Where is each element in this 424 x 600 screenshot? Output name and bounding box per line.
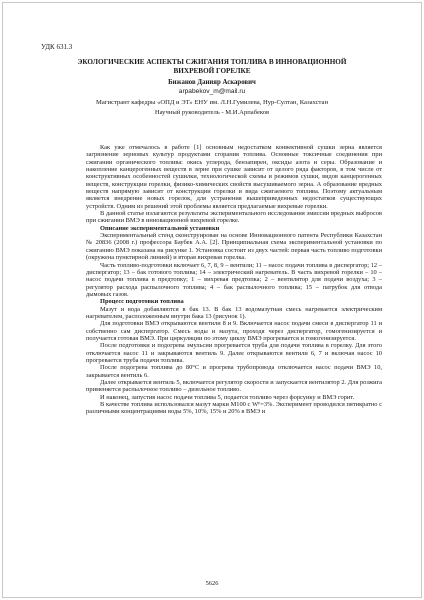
- article-body: [86, 144, 382, 416]
- title-line-1: ЭКОЛОГИЧЕСКИЕ АСПЕКТЫ СЖИГАНИЯ ТОПЛИВА В ИННОВАЦИОННОЙ: [77, 58, 347, 66]
- paragraph: После подогрева топлива до 80°С и прогрева трубопровода отключается насос подачи ВМЭ 10, закрывается вентиль 6.: [86, 364, 382, 379]
- article-title: [36, 58, 388, 76]
- section-heading: Описание экспериментальной установки: [100, 224, 220, 232]
- author-email: arpabekov_m@mail.ru: [178, 88, 246, 95]
- paragraph: Часть топливо-подготовки включает 6, 7, 8, 9 – вентили; 11 – насос подачи топлива в диспергатор; 12 – диспергатор; 13 – бак готового топлива; 14 – электрический нагреватель. В часть вихревой горелки – 10 – насос подачи топлива в предтопку; 1 – вихревая предтопка; 2 – вентилятор для подачи воздуха; 3 – регулятор расхода распылочного топлива; 4 – бак распылочного топлива; 15 – патрубок для отвода дымовых газов.: [86, 261, 382, 298]
- paragraph: И наконец, запустив насос подачи топлива 5, подается топливо через форсунку и ВМЭ горит.: [100, 393, 355, 401]
- paragraph: Мазут и вода добавляются в бак 13. В бак 13 водомазутная смесь нагревается электрическим нагревателем, расположенным внутри бака 13 (рисунок 1).: [86, 305, 382, 320]
- paragraph: Экспериментальный стенд сконструирован на основе Инновационного патента Республики Казахстан № 20836 (2008 г.) профессора Баубек А.А. [2]. Принципиальная схема экспериментальной установки по сжиганию ВМЭ показана на рисунке 1. Установка состоит из двух частей: первая часть топливо подготовки (окружена пунктирной линией) и вторая вихревая горелка.: [86, 232, 382, 262]
- affiliation: [20, 98, 404, 118]
- paragraph: Далее открывается вентиль 5, включается регулятор скорости и запускается вентилятор 2. Для розжига применяется распылочное топливо – дизельное топливо.: [86, 379, 382, 394]
- affiliation-line-2: Научный руководитель - М.И.Арпабеков: [154, 109, 270, 116]
- paragraph: Для подготовки ВМЭ открываются вентили 8 и 9. Включается насос подачи смеси в диспергатор 11 и собственно сам диспергатор. Смесь воды и мазута, проходя через диспергатор, гомогенизируется и получается готовая ВМЭ. При циркуляции по этому циклу ВМЭ прогревается и гомогенизируется.: [86, 320, 382, 342]
- paragraph: Как уже отмечалось в работе [1] основным недостатком конвективной сушки зерна является загрязнение зерновых культур продуктами сгорания топлива. Основные токсичные соединения при сжигании органического топлива: окись углерода, бензапирен, оксиды азота и серы. Образование и накопление канцерогенных веществ в зерне при сушке зависит от целого ряда факторов, в том числе от конструктивных особенностей сушилки, технологической схемы и режимов сушки, видов канцерогенных веществ, конструкции горелки, физико-химических свойств высушиваемого зерна. А образование вредных веществ напрямую зависит от конструкции горелки и вида сжигаемого топлива. Поэтому актуальным является внедрение новых горелок, для устранения вышеприведенных недостатков существующих устройств. Одним из решений этой проблемы является предлагаемые вихревые горелки.: [86, 144, 382, 210]
- paragraph: В качестве топлива использовался мазут марки М100 с Wᴾ=3%. Эксперимент проводился пятикратно с различными концентрациями воды 5%, 10%, 15% и 20% в ВМЭ и: [86, 401, 382, 416]
- title-line-2: ВИХРЕВОЙ ГОРЕЛКЕ: [173, 67, 251, 75]
- udk-code: УДК 631.3: [41, 43, 73, 51]
- affiliation-line-1: Магистрант кафедры «ОПД и ЭТ» ЕНУ им. Л.Н.Гумилева, Нур-Султан, Казахстан: [96, 99, 328, 106]
- page-number: 5626: [205, 580, 219, 587]
- paragraph: В данной статье излагаются результаты экспериментального исследования эмиссии вредных выбросов при сжигании ВМЭ в инновационной вихревой горелке.: [86, 210, 382, 225]
- author-name: Бижанов Данияр Аскарович: [168, 79, 256, 86]
- section-heading: Процесс подготовки топлива: [100, 298, 184, 306]
- paragraph: После подготовки и подогрева эмульсии прогревается труба для подачи топлива в горелку. Для этого отключается насос 11 и закрываются вентиль 9. Далее открываются вентили 6, 7 и включая насос 10 прогревается труба подачи топлива.: [86, 342, 382, 364]
